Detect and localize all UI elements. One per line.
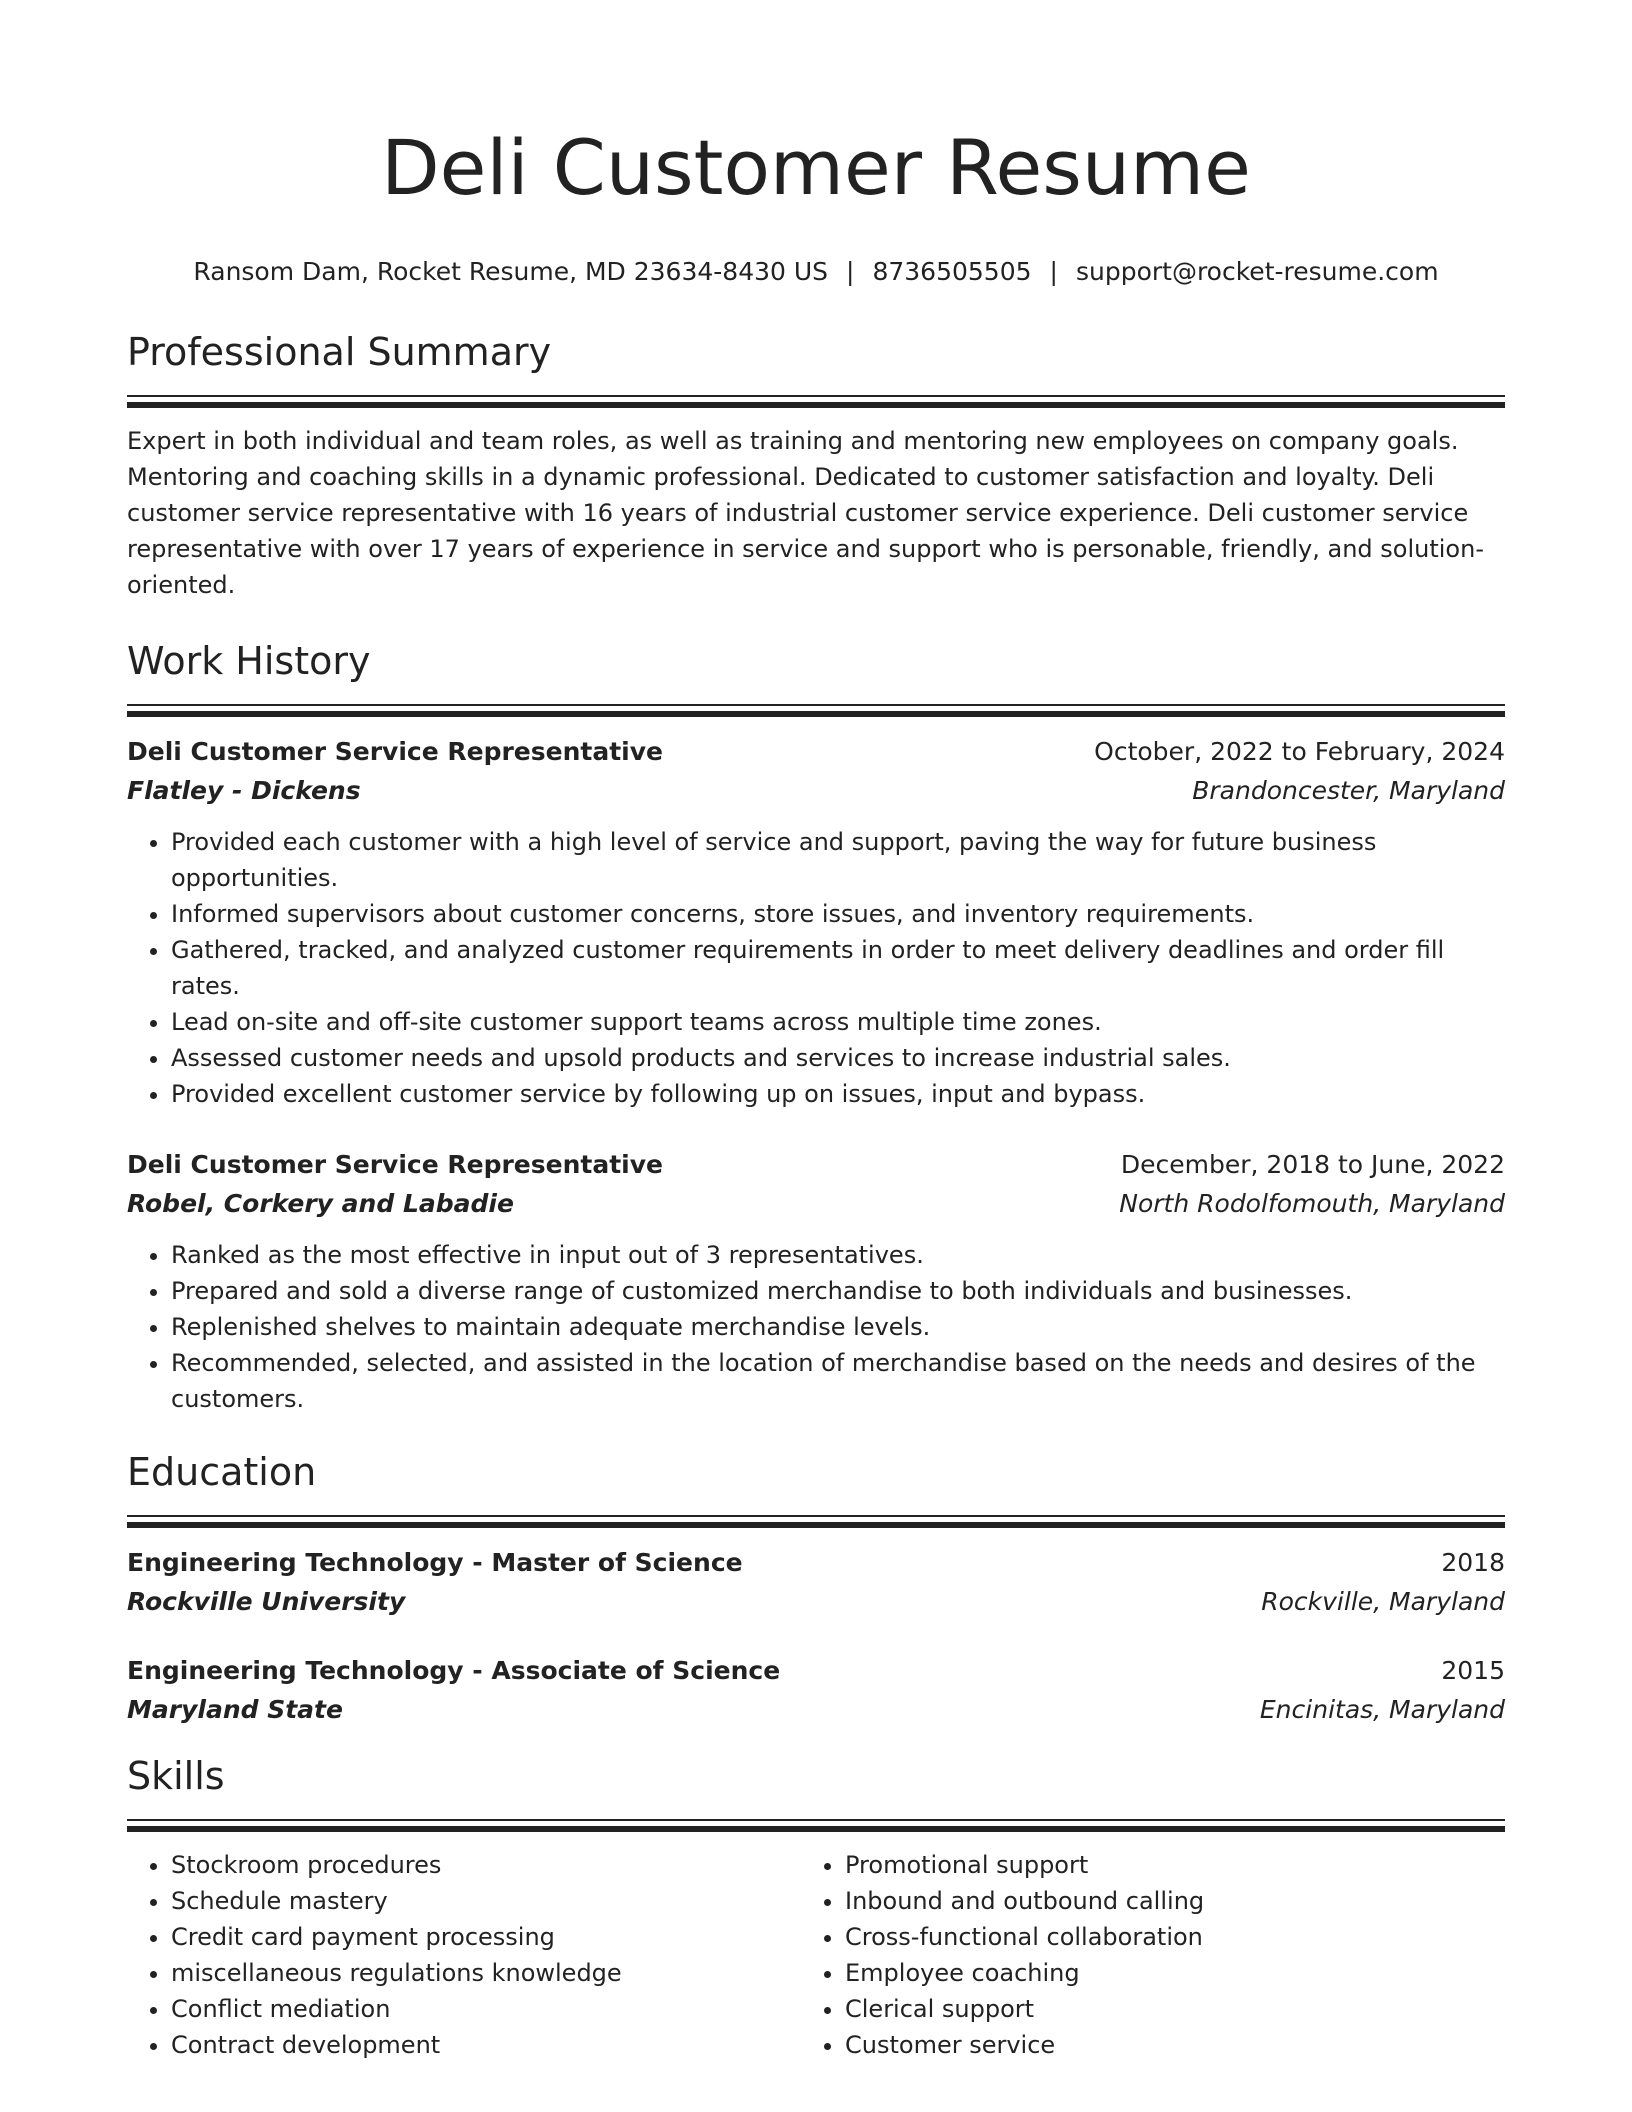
contact-separator: | [846,257,855,286]
section-divider [127,1819,1505,1833]
education-location: Encinitas, Maryland [1259,1695,1505,1724]
job-bullets [127,824,1505,1112]
list-item: • Gathered, tracked, and analyzed customer requirements in order to meet delivery deadlines and order fill rates. [171,932,1505,1004]
job-entry [127,1145,1505,1417]
skills-heading: Skills [127,1754,225,1798]
list-item: • Stockroom procedures [171,1847,801,1883]
section-divider [127,704,1505,718]
list-item: • Provided each customer with a high level of service and support, paving the way for future business opportunities. [171,824,1505,896]
summary-heading: Professional Summary [127,330,552,374]
list-item: • Clerical support [845,1991,1445,2027]
list-item: • Cross-functional collaboration [845,1919,1445,1955]
skills-section [127,1751,1505,2063]
list-item: • Employee coaching [845,1955,1445,1991]
education-subheader [127,1690,1505,1729]
job-header [127,732,1505,771]
list-item: • Replenished shelves to maintain adequate merchandise levels. [171,1309,1505,1345]
job-dates: December, 2018 to June, 2022 [1120,1150,1505,1179]
summary-section [127,327,1505,603]
list-item: • Provided excellent customer service by following up on issues, input and bypass. [171,1076,1505,1112]
skills-columns [127,1847,1505,2063]
education-year: 2015 [1441,1656,1505,1685]
list-item: • Assessed customer needs and upsold products and services to increase industrial sales. [171,1040,1505,1076]
list-item: • Inbound and outbound calling [845,1883,1445,1919]
job-subheader [127,1184,1505,1223]
list-item: • Contract development [171,2027,801,2063]
contact-address: Ransom Dam, Rocket Resume, MD 23634-8430 US [193,257,829,286]
list-item: • miscellaneous regulations knowledge [171,1955,801,1991]
resume-title: Deli Customer Resume [381,123,1251,212]
job-title: Deli Customer Service Representative [127,737,663,766]
education-header [127,1651,1505,1690]
section-divider [127,1515,1505,1529]
list-item: • Credit card payment processing [171,1919,801,1955]
education-entry [127,1543,1505,1621]
section-divider [127,395,1505,409]
job-entry [127,732,1505,1112]
list-item: • Promotional support [845,1847,1445,1883]
skills-list-right [801,1847,1445,2063]
list-item: • Customer service [845,2027,1445,2063]
job-header [127,1145,1505,1184]
education-location: Rockville, Maryland [1261,1587,1505,1616]
job-company: Robel, Corkery and Labadie [127,1189,514,1218]
work-history-heading: Work History [127,639,371,683]
job-company: Flatley - Dickens [127,776,361,805]
education-school: Rockville University [127,1587,406,1616]
contact-phone: 8736505505 [872,257,1032,286]
contact-email: support@rocket-resume.com [1075,257,1439,286]
education-degree: Engineering Technology - Master of Science [127,1548,743,1577]
job-subheader [127,771,1505,810]
education-entry [127,1651,1505,1729]
contact-line [127,254,1505,290]
list-item: • Schedule mastery [171,1883,801,1919]
job-location: North Rodolfomouth, Maryland [1119,1189,1505,1218]
skills-list-left [127,1847,801,2063]
list-item: • Conflict mediation [171,1991,801,2027]
job-location: Brandoncester, Maryland [1192,776,1505,805]
education-year: 2018 [1441,1548,1505,1577]
list-item: • Lead on-site and off-site customer support teams across multiple time zones. [171,1004,1505,1040]
list-item: • Informed supervisors about customer concerns, store issues, and inventory requirements. [171,896,1505,932]
education-section [127,1447,1505,1729]
list-item: • Ranked as the most effective in input out of 3 representatives. [171,1237,1505,1273]
education-subheader [127,1582,1505,1621]
list-item: • Prepared and sold a diverse range of customized merchandise to both individuals and businesses. [171,1273,1505,1309]
job-bullets [127,1237,1505,1417]
education-heading: Education [127,1450,317,1494]
education-header [127,1543,1505,1582]
work-history-section [127,636,1505,1417]
list-item: • Recommended, selected, and assisted in the location of merchandise based on the needs and desires of the customers. [171,1345,1505,1417]
education-degree: Engineering Technology - Associate of Science [127,1656,781,1685]
summary-text: Expert in both individual and team roles, as well as training and mentoring new employees on company goals. Mentoring and coaching skills in a dynamic professional. Dedicated to customer satisfaction and loyalty. Deli customer service representative with 16 years of industrial customer service experience. Deli customer service representative with over 17 years of experience in service and support who is personable, friendly, and solution-oriented. [127,427,1484,599]
contact-separator: | [1049,257,1058,286]
education-school: Maryland State [127,1695,343,1724]
job-title: Deli Customer Service Representative [127,1150,663,1179]
job-dates: October, 2022 to February, 2024 [1094,737,1505,766]
